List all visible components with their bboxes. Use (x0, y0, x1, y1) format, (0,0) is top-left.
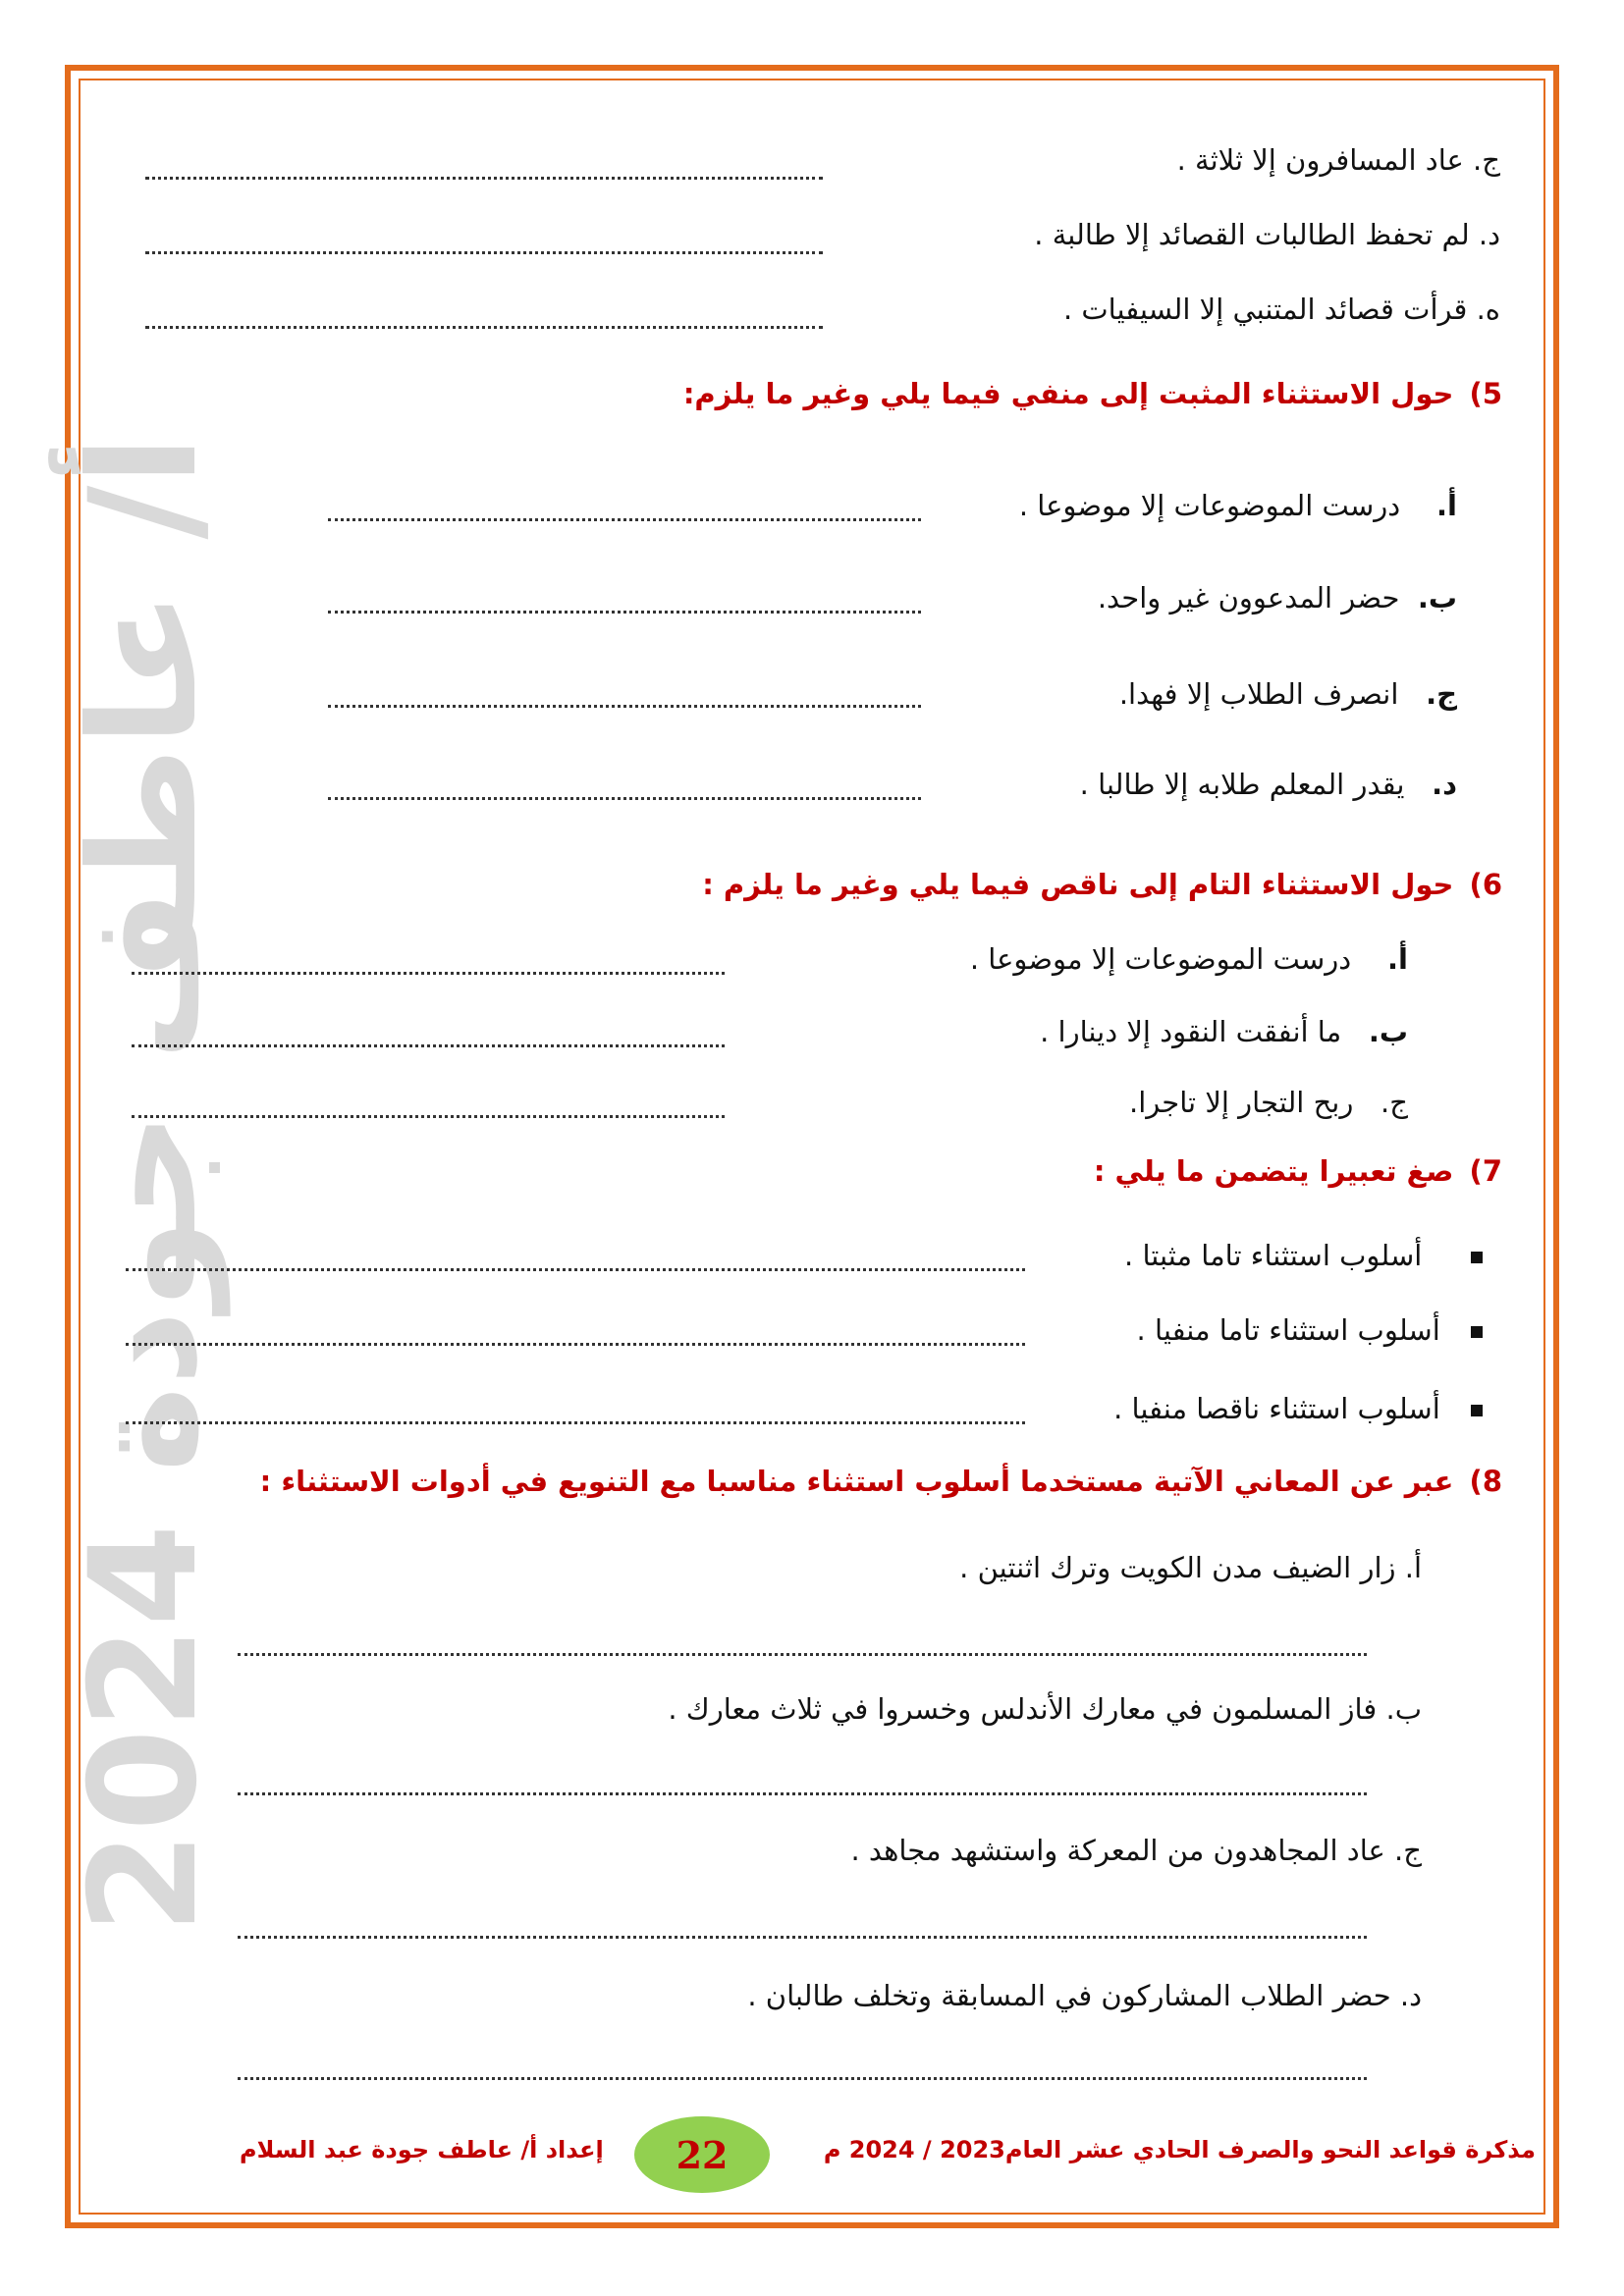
item-label: أ. (1436, 489, 1457, 522)
answer-line[interactable] (328, 611, 921, 614)
q5-item-2 (1098, 581, 1457, 614)
question-5-heading (683, 377, 1502, 410)
question-title: صغ تعبيرا يتضمن ما يلي : (1093, 1154, 1454, 1188)
answer-line[interactable] (126, 1343, 1025, 1346)
item-text: ربح التجار إلا تاجرا. (1129, 1086, 1354, 1119)
item-text: أسلوب استثناء تاما منفيا . (1136, 1313, 1440, 1347)
question-title: حول الاستثناء المثبت إلى منفي فيما يلي وغير ما يلزم: (682, 377, 1454, 410)
q7-item-1 (1124, 1239, 1483, 1272)
q8-item-2: ب. فاز المسلمون في معارك الأندلس وخسروا في ثلاث معارك . (668, 1692, 1422, 1726)
item-label: أ. (1387, 942, 1408, 976)
item-label: ب. (1368, 1015, 1408, 1048)
q8-item-3: ج. عاد المجاهدون من المعركة واستشهد مجاهد . (850, 1834, 1422, 1867)
question-title: حول الاستثناء التام إلى ناقص فيما يلي وغير ما يلزم : (702, 868, 1454, 901)
item-label: ب. (1417, 581, 1457, 614)
answer-line[interactable] (145, 251, 823, 254)
answer-line[interactable] (132, 1115, 725, 1118)
item-label: ج. (1380, 1086, 1408, 1119)
question-number: 8) (1469, 1465, 1502, 1498)
item-label: ج. (1426, 677, 1457, 711)
watermark-text: أ/ عاطف جودة 2024 (59, 435, 230, 1934)
exercise-line-j: ج. عاد المسافرون إلا ثلاثة . (1176, 143, 1500, 177)
q6-item-3 (1129, 1086, 1408, 1119)
bullet-icon (1471, 1326, 1483, 1338)
question-7-heading (1094, 1154, 1502, 1188)
item-label: د. (1432, 768, 1457, 801)
answer-line[interactable] (145, 177, 823, 180)
q6-item-2 (1040, 1015, 1408, 1048)
item-text: درست الموضوعات إلا موضوعا . (1018, 489, 1401, 522)
q7-item-3 (1113, 1392, 1483, 1425)
question-title: عبر عن المعاني الآتية مستخدما أسلوب استثناء مناسبا مع التنويع في أدوات الاستثناء : (259, 1465, 1454, 1498)
question-number: 6) (1469, 868, 1502, 901)
answer-line[interactable] (132, 1044, 725, 1047)
question-number: 5) (1469, 377, 1502, 410)
q5-item-3 (1119, 677, 1457, 711)
answer-line[interactable] (126, 1268, 1025, 1271)
q6-item-1 (970, 942, 1408, 976)
question-number: 7) (1469, 1154, 1502, 1188)
q8-item-1: أ. زار الضيف مدن الكويت وترك اثنتين . (959, 1551, 1422, 1584)
answer-line[interactable] (238, 2077, 1367, 2080)
watermark (59, 435, 334, 1934)
answer-line[interactable] (238, 1653, 1367, 1656)
answer-line[interactable] (328, 705, 921, 708)
answer-line[interactable] (328, 797, 921, 800)
page-number-badge: 22 (634, 2116, 770, 2193)
answer-line[interactable] (126, 1421, 1025, 1424)
answer-line[interactable] (328, 518, 921, 521)
answer-line[interactable] (145, 326, 823, 329)
footer-title: مذكرة قواعد النحو والصرف الحادي عشر العام2023 / 2024 م (823, 2136, 1536, 2163)
item-text: ما أنفقت النقود إلا دينارا . (1040, 1015, 1342, 1048)
item-text: درست الموضوعات إلا موضوعا . (969, 942, 1352, 976)
bullet-icon (1471, 1252, 1483, 1263)
exercise-line-d: د. لم تحفظ الطالبات القصائد إلا طالبة . (1034, 218, 1500, 251)
footer-author: إعداد أ/ عاطف جودة عبد السلام (240, 2136, 604, 2163)
q5-item-4 (1080, 768, 1457, 801)
bullet-icon (1471, 1405, 1483, 1416)
question-8-heading (260, 1465, 1502, 1498)
q8-item-4: د. حضر الطلاب المشاركون في المسابقة وتخلف طالبان . (747, 1979, 1422, 2012)
q7-item-2 (1137, 1313, 1483, 1347)
item-text: أسلوب استثناء ناقصا منفيا . (1113, 1392, 1440, 1425)
q5-item-1 (1019, 489, 1457, 522)
item-text: يقدر المعلم طلابه إلا طالبا . (1079, 768, 1405, 801)
answer-line[interactable] (238, 1792, 1367, 1795)
question-6-heading (702, 868, 1502, 901)
answer-line[interactable] (132, 972, 725, 975)
exercise-line-h: ه. قرأت قصائد المتنبي إلا السيفيات . (1062, 293, 1500, 326)
item-text: انصرف الطلاب إلا فهدا. (1118, 677, 1399, 711)
item-text: حضر المدعوون غير واحد. (1097, 581, 1400, 614)
answer-line[interactable] (238, 1936, 1367, 1939)
item-text: أسلوب استثناء تاما مثبتا . (1124, 1239, 1423, 1272)
